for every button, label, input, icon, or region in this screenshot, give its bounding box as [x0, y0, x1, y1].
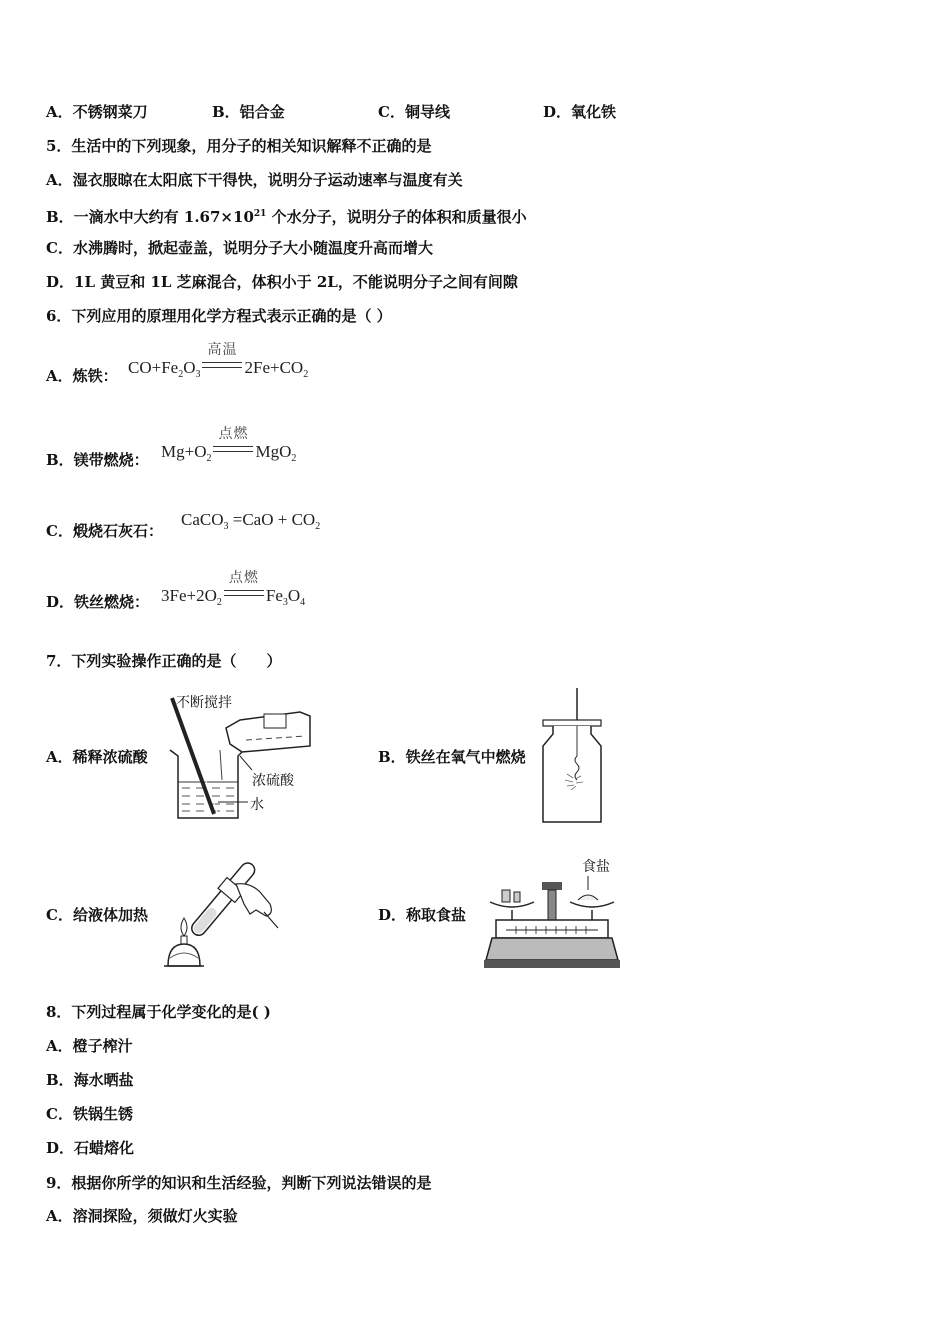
- q6-equation-c: CaCO$_3$ $=CaO + CO_2$: [181, 510, 321, 532]
- q5-option-d: D．1L 黄豆和 1L 芝麻混合，体积小于 2L，不能说明分子之间有间隙: [46, 273, 518, 291]
- q8-option-c: C．铁锅生锈: [46, 1105, 133, 1123]
- label-salt: 食盐: [582, 859, 610, 875]
- q9-stem: 9．根据你所学的知识和生活经验，判断下列说法错误的是: [46, 1174, 432, 1192]
- figure-iron-wire-oxygen: [535, 688, 615, 828]
- q5-option-c: C．水沸腾时，掀起壶盖，说明分子大小随温度升高而增大: [46, 239, 433, 257]
- q8-option-a: A．橙子榨汁: [46, 1037, 133, 1055]
- q6-option-b-label: B．镁带燃烧：: [46, 451, 149, 469]
- q4-option-c: C．铜导线: [378, 103, 450, 121]
- figure-dilute-acid: [160, 690, 320, 825]
- q4-option-d: D．氧化铁: [543, 103, 617, 121]
- q6-equation-b: $Mg+O_2$ 点燃 MgO$_2$: [161, 426, 297, 464]
- q7-option-c: C．给液体加热: [46, 906, 148, 924]
- q7-option-b: B．铁丝在氧气中燃烧: [378, 748, 526, 766]
- q5-stem: 5．生活中的下列现象，用分子的相关知识解释不正确的是: [46, 137, 432, 155]
- q6-equation-a: $CO+Fe_2O_3$ 高温 $2Fe+CO_2$: [128, 342, 309, 380]
- figure-heat-liquid: [160, 848, 285, 973]
- q9-option-a: A．溶洞探险，须做灯火实验: [46, 1207, 238, 1225]
- q8-stem: 8．下列过程属于化学变化的是( ): [46, 1003, 271, 1021]
- q6-option-a-label: A．炼铁：: [46, 367, 118, 385]
- q5-option-b: B．一滴水中大约有 $1.67\times 10^{21}$ 个水分子，说明分子的体积和质量很小: [46, 208, 527, 226]
- q6-equation-d: $3Fe+2O_2$ 点燃 $Fe_3O_4$: [161, 570, 306, 608]
- label-stirring: 不断搅拌: [176, 695, 232, 711]
- label-water: 水: [250, 797, 264, 813]
- q8-option-b: B．海水晒盐: [46, 1071, 134, 1089]
- q6-stem: 6．下列应用的原理用化学方程式表示正确的是（ ）: [46, 307, 392, 325]
- q4-option-b: B．铝合金: [212, 103, 285, 121]
- q6-option-c-label: C．煅烧石灰石：: [46, 522, 163, 540]
- label-concentrated-acid: 浓硫酸: [252, 773, 294, 789]
- q5-option-a: A．湿衣服晾在太阳底下干得快，说明分子运动速率与温度有关: [46, 171, 463, 189]
- q4-option-a: A．不锈钢菜刀: [46, 103, 148, 121]
- q7-stem: 7．下列实验操作正确的是（ ）: [46, 652, 282, 670]
- q6-option-d-label: D．铁丝燃烧：: [46, 593, 150, 611]
- q8-option-d: D．石蜡熔化: [46, 1139, 135, 1157]
- figure-balance: [482, 854, 622, 972]
- q7-option-d: D．称取食盐: [378, 906, 467, 924]
- q7-option-a: A．稀释浓硫酸: [46, 748, 148, 766]
